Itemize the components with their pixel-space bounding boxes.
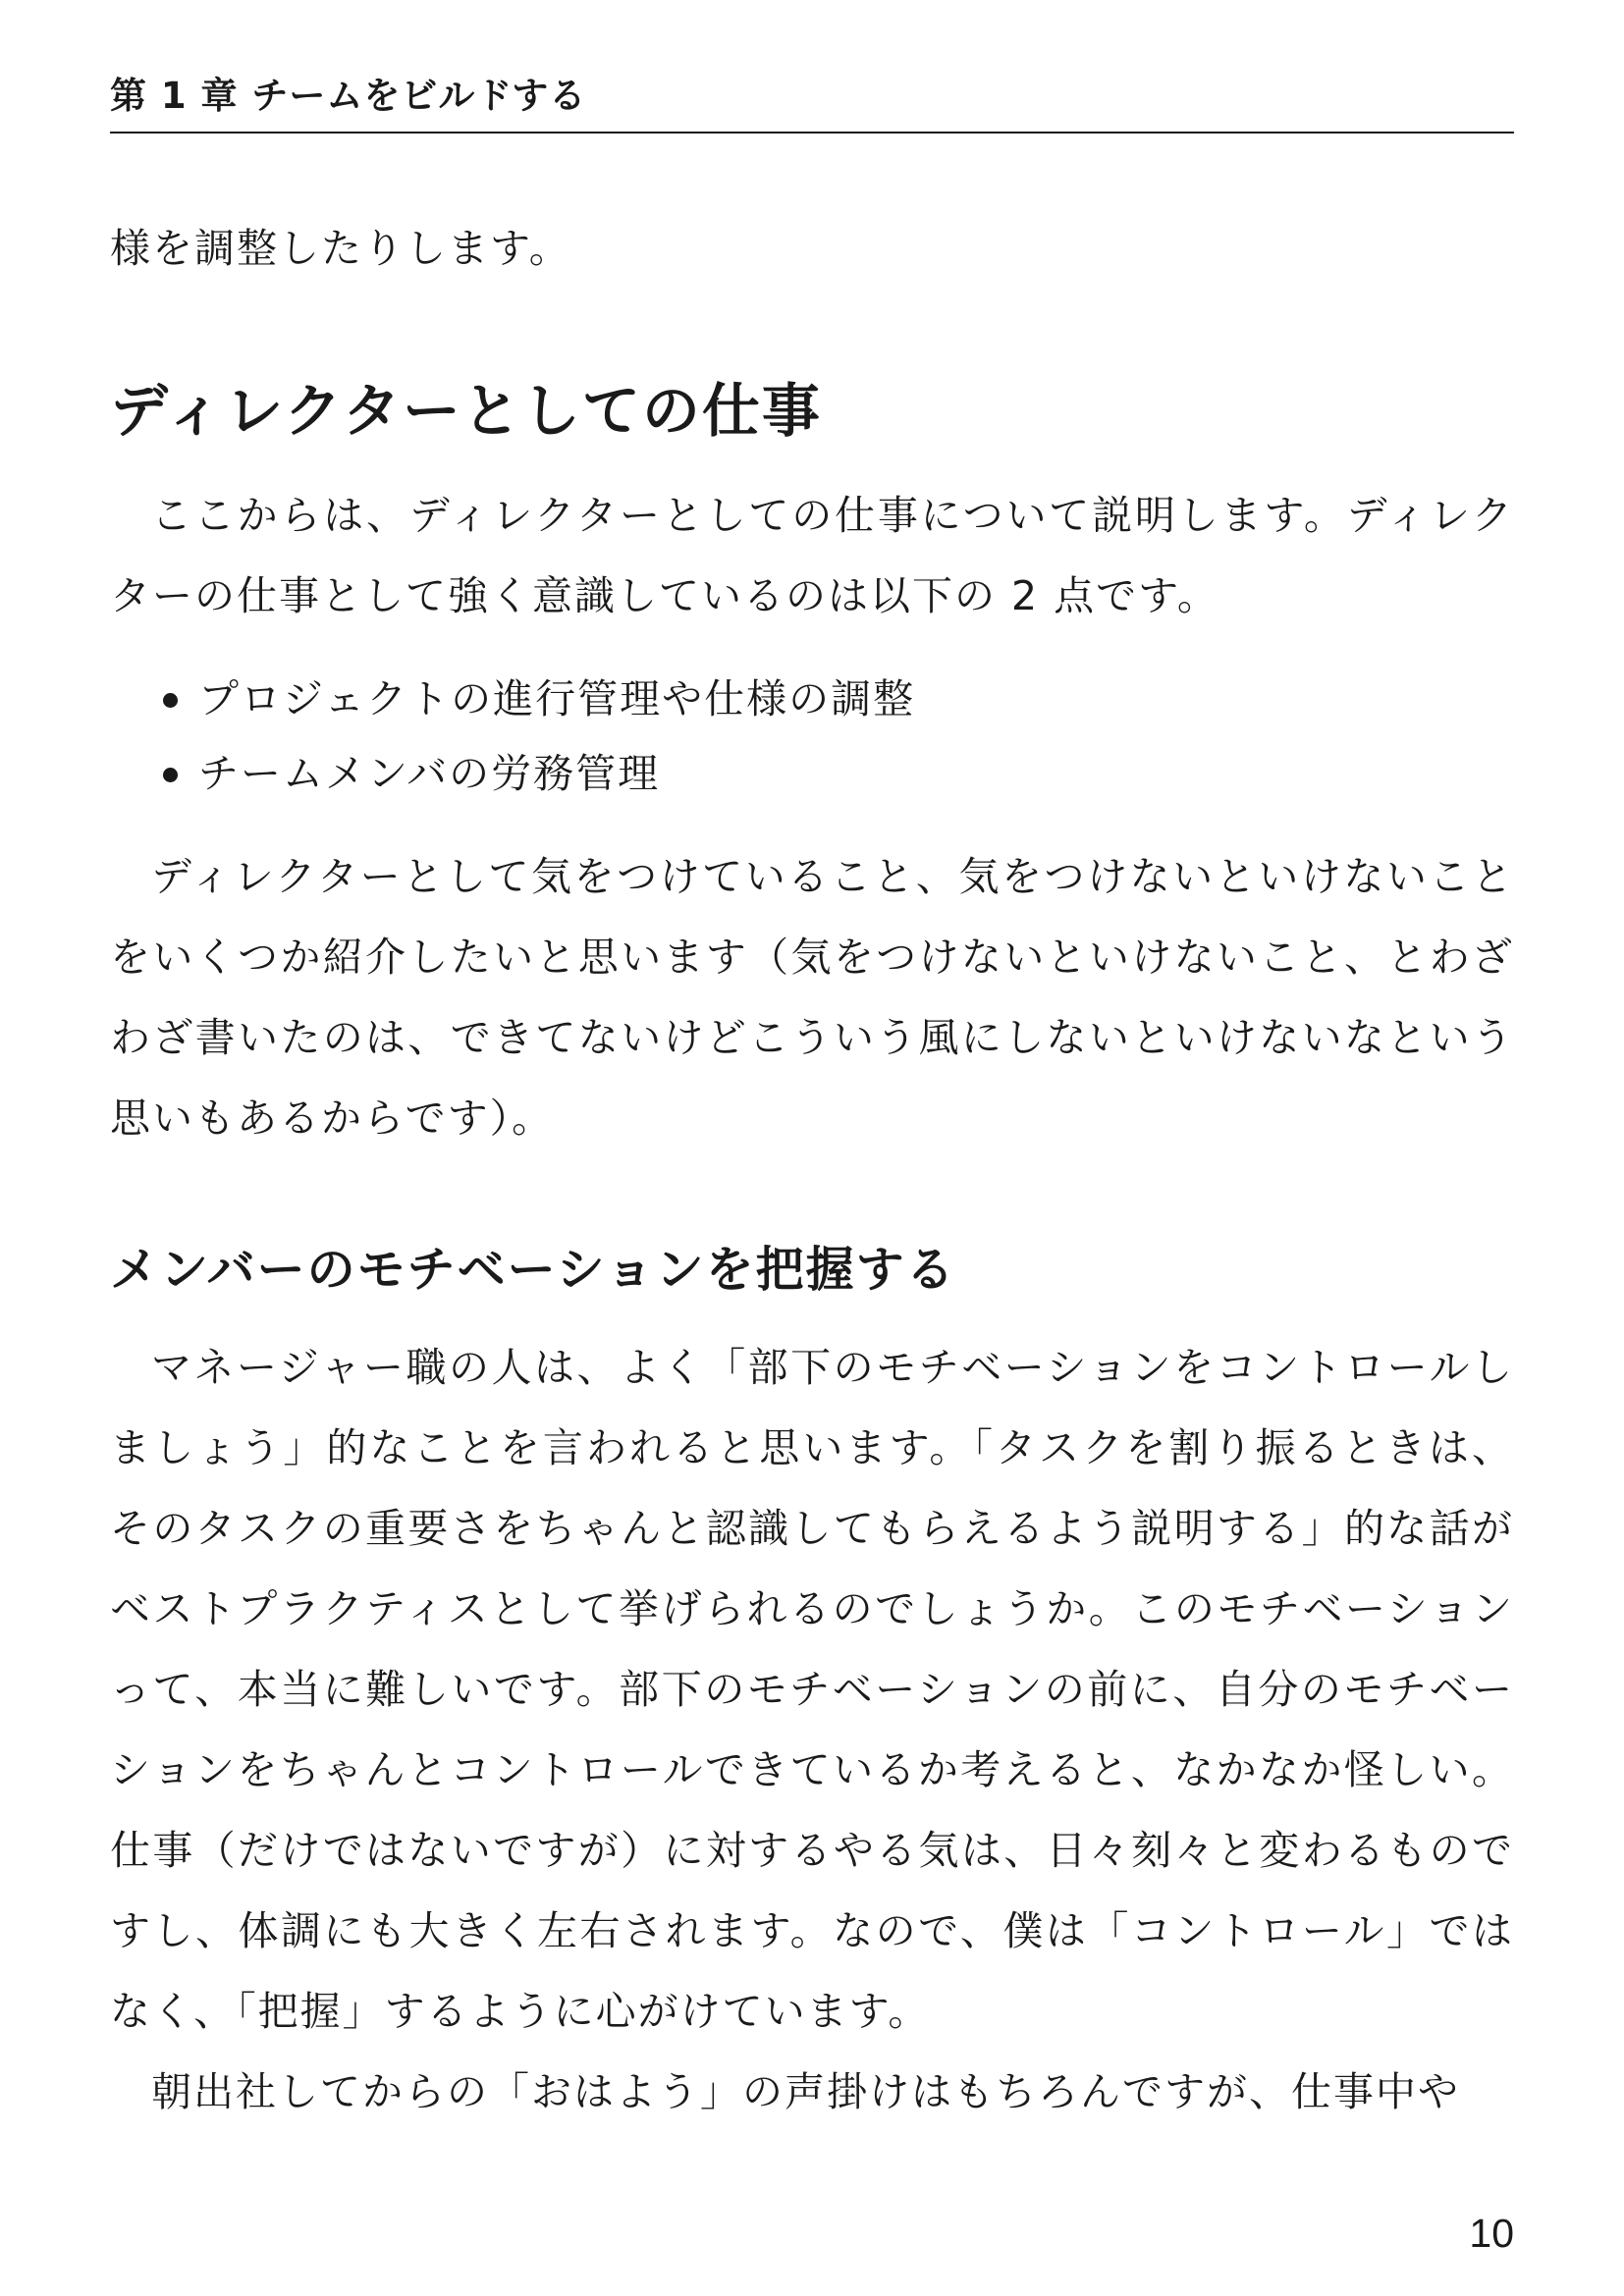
bullet-dot-icon [163,693,178,708]
subsection-heading: メンバーのモチベーションを把握する [110,1242,956,1298]
continuation-paragraph: 様を調整したりします。 [110,225,571,272]
bullet-item [198,736,1514,811]
bullet-text: プロジェクトの進行管理や仕様の調整 [198,675,916,722]
bullet-list [110,662,1514,811]
morning-paragraph: 朝出社してからの「おはよう」の声掛けはもちろんですが、仕事中や [151,2068,1460,2115]
page-number: 10 [1469,2211,1514,2256]
document-page [110,0,1514,2296]
bullet-text: チームメンバの労務管理 [198,750,661,797]
body-text [110,208,1514,2132]
running-header [110,73,1514,133]
running-header-title: 第 1 章 チームをビルドする [110,75,587,117]
bullet-item [198,662,1514,736]
manager-paragraph: マネージャー職の人は、よく「部下のモチベーションをコントロールしましょう」的なことを言われると思います。「タスクを割り振るときは、そのタスクの重要さをちゃんと認識してもらえるよう説明する」的な話がベストプラクティスとして挙げられるのでしょうか。このモチベーションって、本当に難しいです。部下のモチベーションの前に、自分のモチベーションをちゃんとコントロールできているか考えると、なかなか怪しい。仕事（だけではないですが）に対するやる気は、日々刻々と変わるものですし、体調にも大きく左右されます。なので、僕は「コントロール」ではなく、「把握」するように心がけています。 [110,1344,1514,2035]
section-heading: ディレクターとしての仕事 [110,377,822,445]
intro-paragraph: ここからは、ディレクターとしての仕事について説明します。ディレクターの仕事として強く意識しているのは以下の 2 点です。 [110,492,1514,619]
careful-paragraph: ディレクターとして気をつけていること、気をつけないといけないことをいくつか紹介したいと思います（気をつけないといけないこと、とわざわざ書いたのは、できてないけどこういう風にしないといけないなという思いもあるからです）。 [110,853,1514,1142]
bullet-dot-icon [163,768,178,782]
